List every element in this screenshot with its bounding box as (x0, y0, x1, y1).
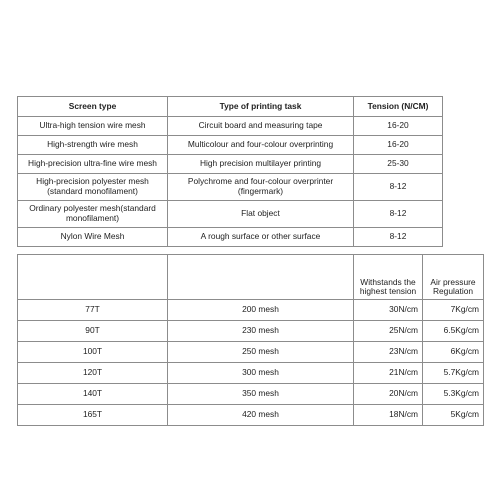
table-header-row (18, 97, 443, 117)
cell-air-pressure: 5Kg/cm (423, 405, 484, 426)
cell-tension: 30N/cm (354, 300, 423, 321)
cell-printing-task: Multicolour and four-colour overprinting (168, 136, 354, 155)
cell-tension: 25-30 (354, 155, 443, 174)
cell-printing-task: Flat object (168, 201, 354, 228)
cell-screen-type: High-precision polyester mesh (standard monofilament) (18, 174, 168, 201)
cell-mesh: 420 mesh (168, 405, 354, 426)
cell-tension: 23N/cm (354, 342, 423, 363)
cell-tension: 18N/cm (354, 405, 423, 426)
table-row (18, 228, 443, 247)
cell-air-pressure: 5.3Kg/cm (423, 384, 484, 405)
cell-mesh: 200 mesh (168, 300, 354, 321)
header-tension: Tension (N/CM) (354, 97, 443, 117)
header-air-pressure: Air pressure Regulation (423, 255, 484, 300)
table-row (18, 136, 443, 155)
cell-mesh-count: 77T (18, 300, 168, 321)
cell-mesh-count: 90T (18, 321, 168, 342)
cell-tension: 8-12 (354, 201, 443, 228)
cell-screen-type: Ordinary polyester mesh(standard monofilament) (18, 201, 168, 228)
cell-tension: 20N/cm (354, 384, 423, 405)
cell-air-pressure: 6.5Kg/cm (423, 321, 484, 342)
cell-mesh: 350 mesh (168, 384, 354, 405)
cell-tension: 25N/cm (354, 321, 423, 342)
cell-screen-type: Nylon Wire Mesh (18, 228, 168, 247)
header-printing-task: Type of printing task (168, 97, 354, 117)
cell-tension: 16-20 (354, 136, 443, 155)
table-row (18, 117, 443, 136)
cell-mesh: 230 mesh (168, 321, 354, 342)
cell-air-pressure: 6Kg/cm (423, 342, 484, 363)
cell-printing-task: A rough surface or other surface (168, 228, 354, 247)
mesh-tension-table (17, 254, 484, 426)
table-row (18, 201, 443, 228)
header-mesh (168, 255, 354, 300)
cell-printing-task: Polychrome and four-colour overprinter (fingermark) (168, 174, 354, 201)
header-mesh-count (18, 255, 168, 300)
cell-air-pressure: 5.7Kg/cm (423, 363, 484, 384)
cell-mesh-count: 100T (18, 342, 168, 363)
cell-mesh-count: 165T (18, 405, 168, 426)
cell-mesh: 250 mesh (168, 342, 354, 363)
cell-tension: 21N/cm (354, 363, 423, 384)
table-row (18, 321, 484, 342)
cell-tension: 16-20 (354, 117, 443, 136)
cell-tension: 8-12 (354, 174, 443, 201)
cell-mesh: 300 mesh (168, 363, 354, 384)
cell-screen-type: High-strength wire mesh (18, 136, 168, 155)
cell-tension: 8-12 (354, 228, 443, 247)
table-row (18, 363, 484, 384)
cell-air-pressure: 7Kg/cm (423, 300, 484, 321)
screen-type-table (17, 96, 443, 247)
cell-printing-task: High precision multilayer printing (168, 155, 354, 174)
header-screen-type: Screen type (18, 97, 168, 117)
cell-mesh-count: 140T (18, 384, 168, 405)
table-row (18, 384, 484, 405)
table-row (18, 155, 443, 174)
cell-screen-type: High-precision ultra-fine wire mesh (18, 155, 168, 174)
header-highest-tension: Withstands the highest tension (354, 255, 423, 300)
cell-printing-task: Circuit board and measuring tape (168, 117, 354, 136)
cell-mesh-count: 120T (18, 363, 168, 384)
table-row (18, 300, 484, 321)
table-row (18, 405, 484, 426)
table-row (18, 342, 484, 363)
cell-screen-type: Ultra-high tension wire mesh (18, 117, 168, 136)
table-row (18, 174, 443, 201)
table-header-row (18, 255, 484, 300)
